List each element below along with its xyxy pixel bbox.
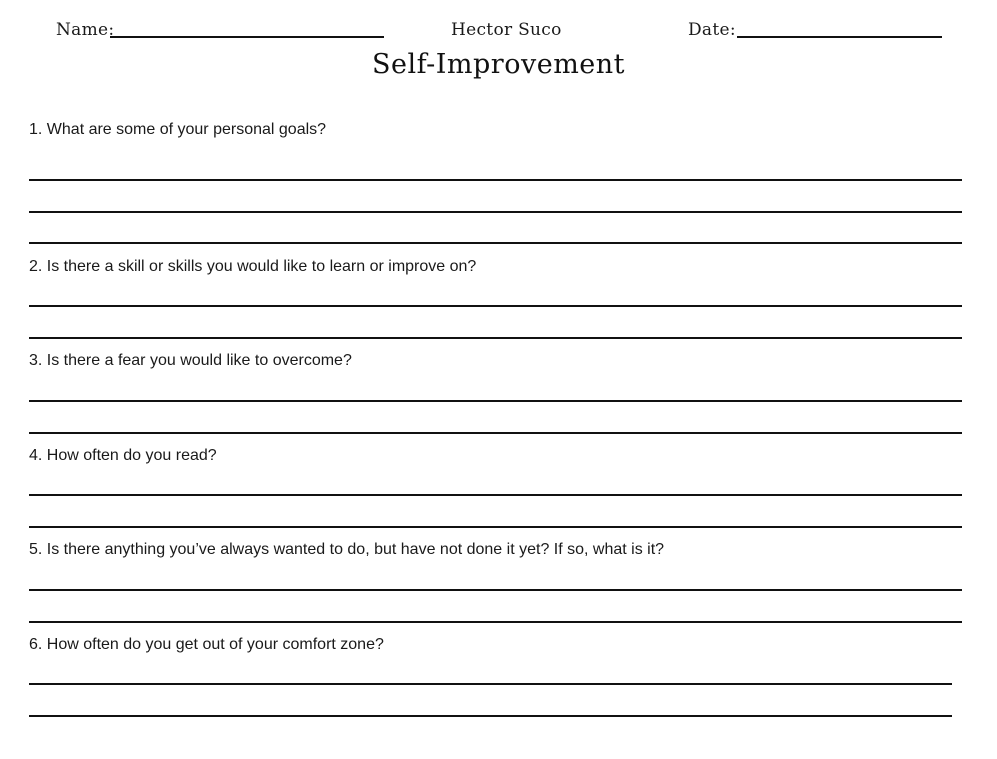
name-field[interactable]: [110, 36, 384, 38]
question-1: 1. What are some of your personal goals?: [29, 121, 327, 138]
question-3: 3. Is there a fear you would like to overcome?: [29, 352, 352, 369]
answer-line[interactable]: [29, 526, 962, 528]
name-label: Name:: [56, 20, 115, 40]
answer-line[interactable]: [29, 432, 962, 434]
date-label: Date:: [688, 20, 736, 40]
question-4: 4. How often do you read?: [29, 447, 217, 464]
worksheet-title: Self-Improvement: [371, 49, 626, 80]
answer-line[interactable]: [29, 211, 962, 213]
answer-line[interactable]: [29, 305, 962, 307]
answer-line[interactable]: [29, 179, 962, 181]
answer-line[interactable]: [29, 337, 962, 339]
author-name: Hector Suco: [451, 20, 562, 40]
answer-line[interactable]: [29, 683, 952, 685]
question-2: 2. Is there a skill or skills you would like to learn or improve on?: [29, 258, 477, 275]
date-field[interactable]: [737, 36, 942, 38]
answer-line[interactable]: [29, 494, 962, 496]
answer-line[interactable]: [29, 242, 962, 244]
question-5: 5. Is there anything you’ve always wanted to do, but have not done it yet? If so, what is it?: [29, 541, 665, 558]
answer-line[interactable]: [29, 589, 962, 591]
answer-line[interactable]: [29, 400, 962, 402]
question-6: 6. How often do you get out of your comfort zone?: [29, 636, 384, 653]
answer-line[interactable]: [29, 715, 952, 717]
answer-line[interactable]: [29, 621, 962, 623]
